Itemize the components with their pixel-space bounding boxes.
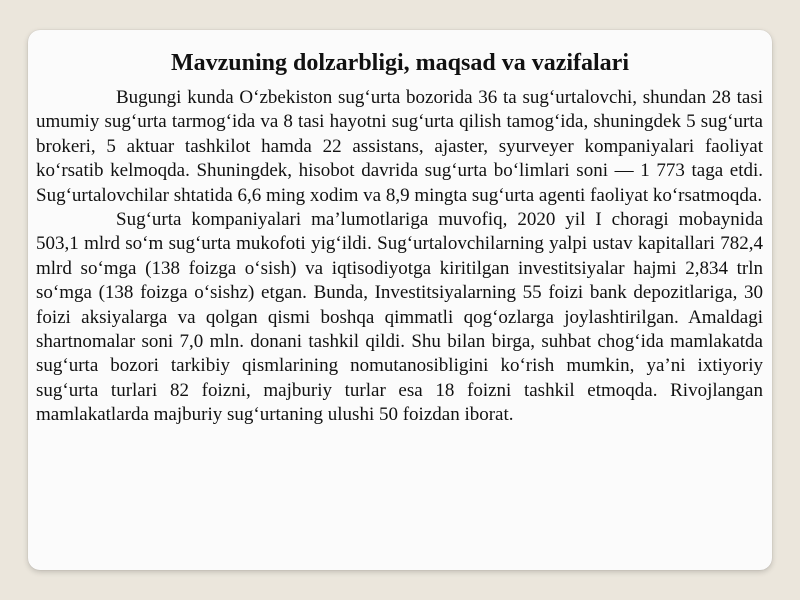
paragraph-1: Bugungi kunda O‘zbekiston sug‘urta bozorida 36 ta sug‘urtalovchi, shundan 28 tasi umumiy sug‘urta tarmog‘ida va 8 tasi hayotni sug‘urta qilish tamog‘ida, shuningdek 5 sug‘urta brokeri, 5 aktuar tashkilot hamda 22 assistans, ajaster, syurveyer kompaniyalari faoliyat ko‘rsatib kelmoqda. Shuningdek, hisobot davrida sug‘urta bo‘limlari soni — 1 773 taga etdi. Sug‘urtalovchilar shtatida 6,6 ming xodim va 8,9 mingta sug‘urta agenti faoliyat ko‘rsatmoqda.	[36, 87, 763, 206]
slide-body	[36, 86, 763, 428]
slide-title: Mavzuning dolzarbligi, maqsad va vazifalari	[170, 50, 629, 76]
paragraph-2: Sug‘urta kompaniyalari ma’lumotlariga muvofiq, 2020 yil I choragi mobaynida 503,1 mlrd so‘m sug‘urta mukofoti yig‘ildi. Sug‘urtalovchilarning yalpi ustav kapitallari 782,4 mlrd so‘mga (138 foizga o‘sish) va iqtisodiyotga kiritilgan investitsiyalar hajmi 2,834 trln so‘mga (138 foizga o‘sishz) etgan. Bunda, Investitsiyalarning 55 foizi bank depozitlariga, 30 foizi aksiyalarga va qolgan qismi boshqa qimmatli qog‘ozlarga joylashtirilgan. Amaldagi shartnomalar soni 7,0 mln. donani tashkil qildi. Shu bilan birga, suhbat chog‘ida mamlakatda sug‘urta bozori tarkibiy qismlarining nomutanosibligini ko‘rish mumkin, ya’ni ixtiyoriy sug‘urta turlari 82 foizni, majburiy turlar esa 18 foizni tashkil etmoqda. Rivojlangan mamlakatlarda majburiy sug‘urtaning ulushi 50 foizdan iborat.	[36, 209, 763, 426]
